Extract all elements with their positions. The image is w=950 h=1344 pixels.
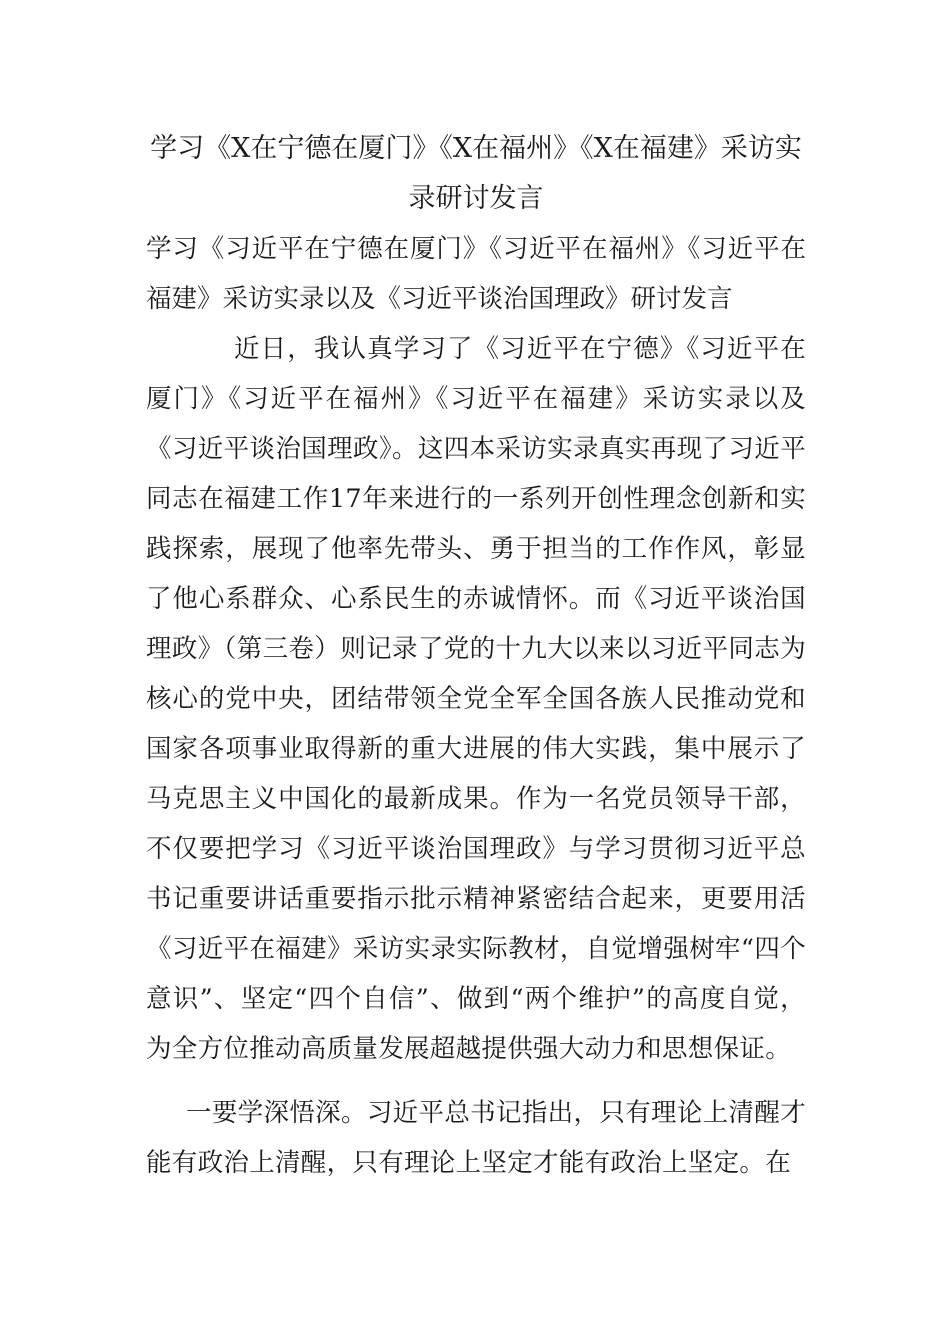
- body-paragraph-2: 一要学深悟深。习近平总书记指出，只有理论上清醒才能有政治上清醒，只有理论上坚定才能有政治上坚定。在: [146, 1098, 806, 1178]
- document-title: 学习《X在宁德在厦门》《X在福州》《X在福建》采访实录研讨发言: [150, 133, 802, 214]
- document-subtitle: 学习《习近平在宁德在厦门》《习近平在福州》《习近平在福建》采访实录以及《习近平谈治国理政》研讨发言: [146, 234, 806, 314]
- document-page: [146, 124, 806, 1188]
- body-paragraph-1: 近日，我认真学习了《习近平在宁德》《习近平在厦门》《习近平在福州》《习近平在福建》采访实录以及《习近平谈治国理政》。这四本采访实录真实再现了习近平同志在福建工作17年来进行的一系列开创性理念创新和实践探索，展现了他率先带头、勇于担当的工作作风，彰显了他心系群众、心系民生的赤诚情怀。而《习近平谈治国理政》（第三卷）则记录了党的十九大以来以习近平同志为核心的党中央，团结带领全党全军全国各族人民推动党和国家各项事业取得新的重大进展的伟大实践，集中展示了马克思主义中国化的最新成果。作为一名党员领导干部，不仅要把学习《习近平谈治国理政》与学习贯彻习近平总书记重要讲话重要指示批示精神紧密结合起来，更要用活《习近平在福建》采访实录实际教材，自觉增强树牢“四个意识”、坚定“四个自信”、做到“两个维护”的高度自觉，为全方位推动高质量发展超越提供强大动力和思想保证。: [146, 334, 806, 1064]
